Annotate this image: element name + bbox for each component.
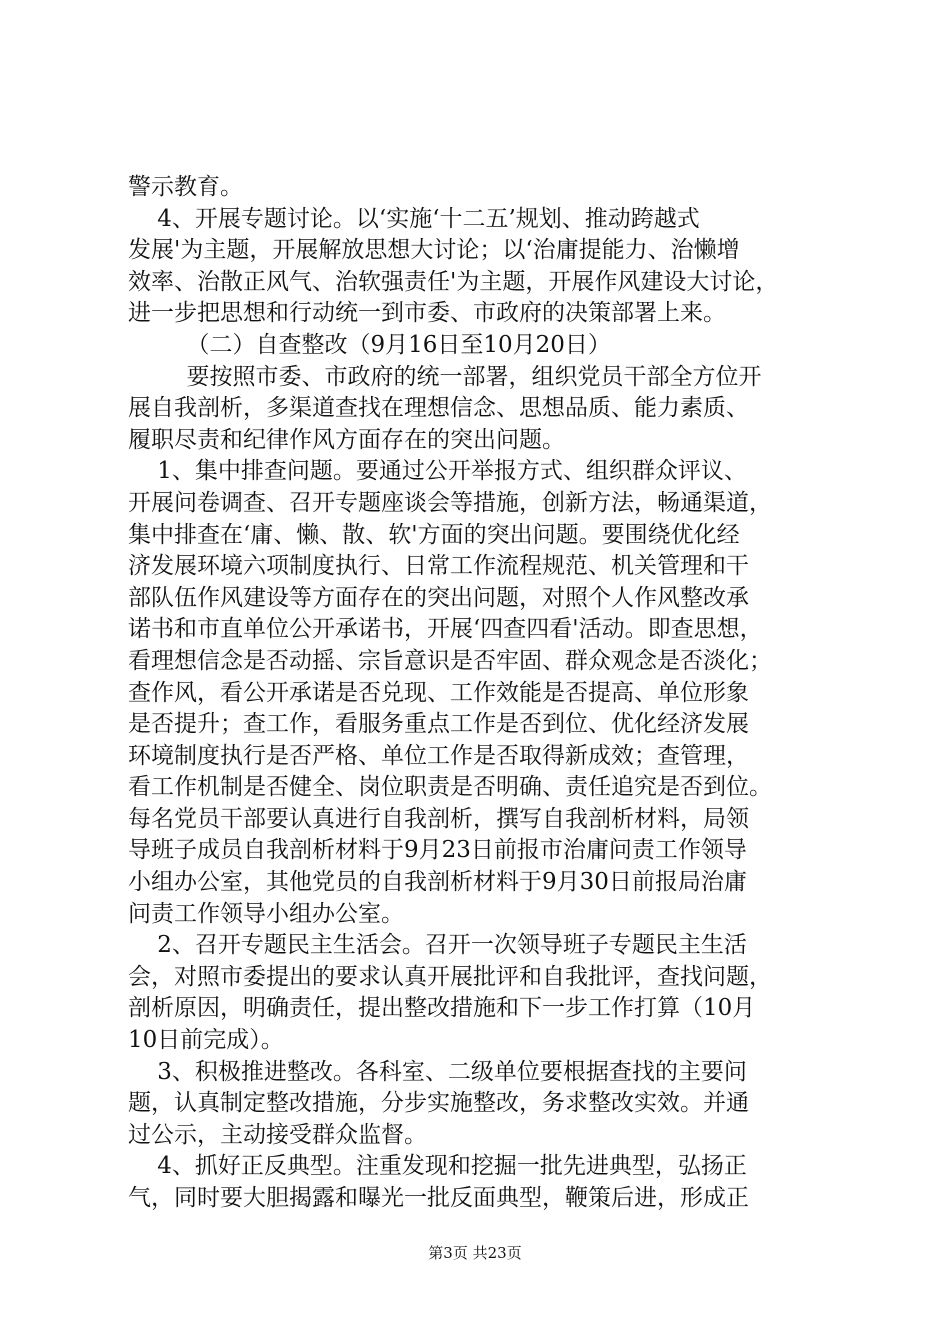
text-line: 履职尽责和纪律作风方面存在的突出问题。 [128,426,565,453]
text-line: 问责工作领导小组办公室。 [128,900,404,927]
text-line: 进一步把思想和行动统一到市委、市政府的决策部署上来。 [128,300,726,327]
document-body [128,172,828,1215]
section-heading: （二）自查整改（9月16日至10月20日） [128,331,611,358]
text-line: 部队伍作风建设等方面存在的突出问题，对照个人作风整改承 [128,584,749,611]
text-line: 2、召开专题民主生活会。召开一次领导班子专题民主生活 [128,932,747,959]
text-line: 是否提升；查工作，看服务重点工作是否到位、优化经济发展 [128,711,749,738]
text-line: 10日前完成）。 [128,1027,284,1054]
text-line: 效率、治散正风气、治软强责任'为主题，开展作风建设大讨论， [128,268,779,295]
text-line: 导班子成员自我剖析材料于9月23日前报市治庸问责工作领导 [128,837,747,864]
text-line: 会，对照市委提出的要求认真开展批评和自我批评，查找问题， [128,963,772,990]
page-number-footer: 第3页 共23页 [428,1244,522,1262]
text-line: 发展'为主题，开展解放思想大讨论；以‘治庸提能力、治懒增 [128,237,740,264]
text-line: 气，同时要大胆揭露和曝光一批反面典型，鞭策后进，形成正 [128,1185,749,1211]
text-line: 4、抓好正反典型。注重发现和挖掘一批先进典型，弘扬正 [128,1153,747,1180]
text-line: 1、集中排查问题。要通过公开举报方式、组织群众评议、 [128,458,747,485]
text-line: 查作风，看公开承诺是否兑现、工作效能是否提高、单位形象 [128,679,749,706]
text-line: 警示教育。 [128,174,243,200]
text-line: 要按照市委、市政府的统一部署，组织党员干部全方位开 [128,363,762,390]
text-line: 题，认真制定整改措施，分步实施整改，务求整改实效。并通 [128,1090,749,1117]
text-line: 看工作机制是否健全、岗位职责是否明确、责任追究是否到位。 [128,774,772,801]
text-line: 小组办公室，其他党员的自我剖析材料于9月30日前报局治庸 [128,869,747,896]
text-line: 4、开展专题讨论。以‘实施‘十二五’规划、推动跨越式 [128,205,700,232]
text-line: 展自我剖析，多渠道查找在理想信念、思想品质、能力素质、 [128,395,749,422]
text-line: 济发展环境六项制度执行、日常工作流程规范、机关管理和干 [128,553,749,580]
text-line: 诺书和市直单位公开承诺书，开展‘四查四看'活动。即查思想， [128,616,763,643]
text-line: 开展问卷调查、召开专题座谈会等措施，创新方法，畅通渠道， [128,489,772,516]
text-line: 环境制度执行是否严格、单位工作是否取得新成效；查管理， [128,742,749,769]
text-line: 集中排查在‘庸、懒、散、软'方面的突出问题。要围绕优化经 [128,521,740,548]
text-line: 过公示，主动接受群众监督。 [128,1121,427,1148]
text-line: 3、积极推进整改。各科室、二级单位要根据查找的主要问 [128,1058,747,1085]
text-line: 每名党员干部要认真进行自我剖析，撰写自我剖析材料，局领 [128,805,749,832]
text-line: 看理想信念是否动摇、宗旨意识是否牢固、群众观念是否淡化； [128,647,772,674]
text-line: 剖析原因，明确责任，提出整改措施和下一步工作打算（10月 [128,995,756,1022]
